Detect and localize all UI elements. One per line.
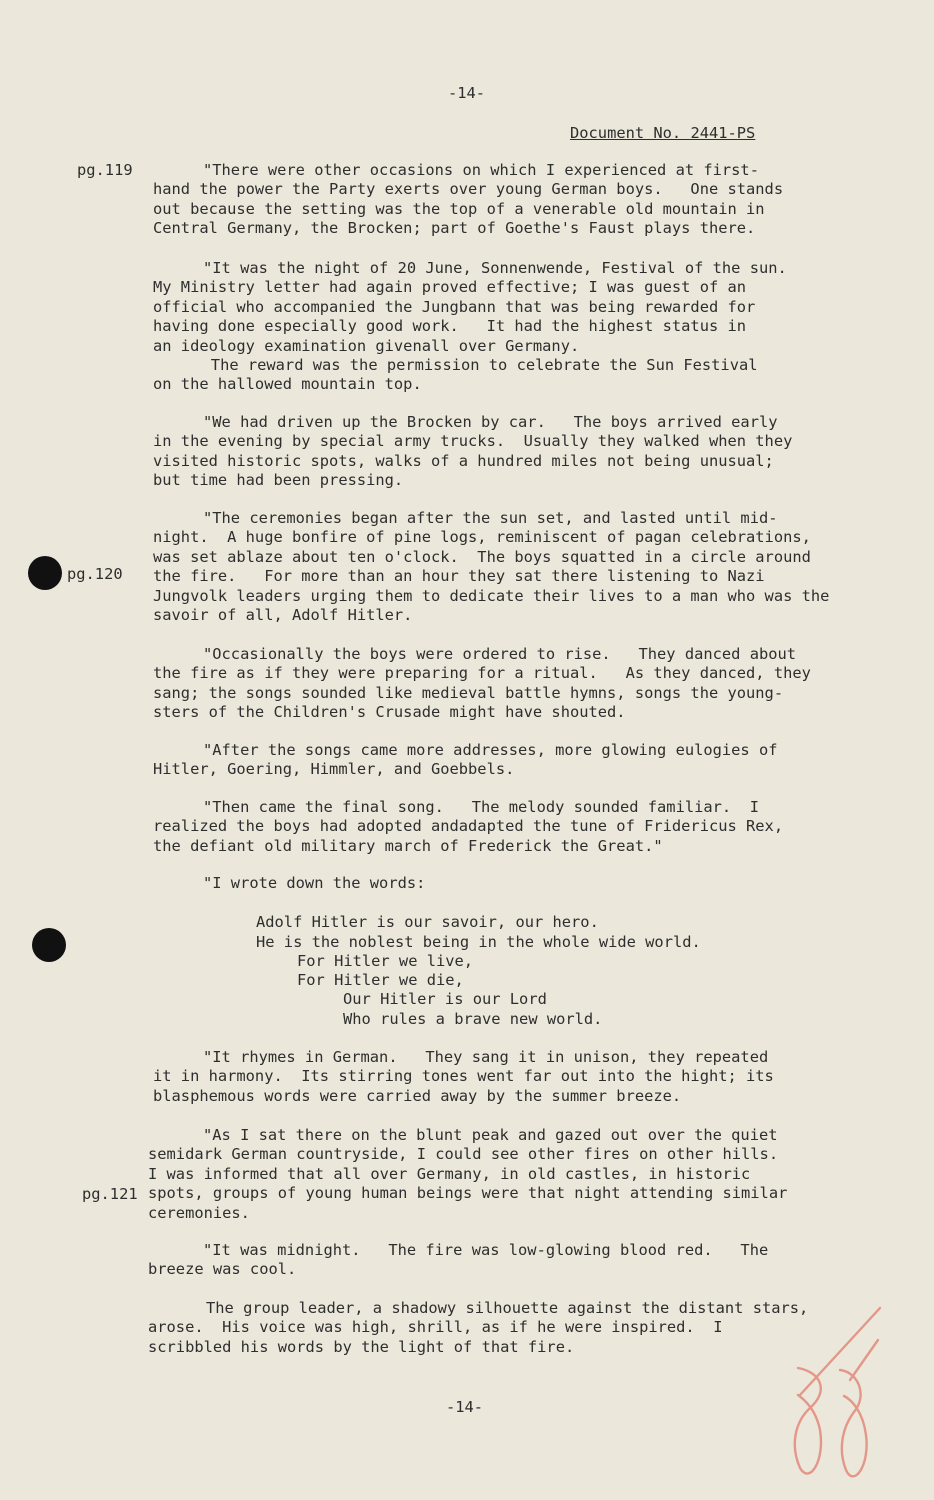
margin-note-pg121: pg.121 (82, 1185, 138, 1203)
text-line: "After the songs came more addresses, more glowing eulogies of (203, 741, 778, 759)
text-line: "We had driven up the Brocken by car. The boys arrived early (203, 413, 778, 431)
text-line: out because the setting was the top of a venerable old mountain in (153, 199, 765, 218)
paragraph-6 (153, 741, 843, 780)
text-line: an ideology examination givenall over Germany. (153, 336, 580, 355)
paragraph-11 (148, 1241, 838, 1280)
text-line: the defiant old military march of Frederick the Great." (153, 836, 663, 855)
text-line: Hitler, Goering, Himmler, and Goebbels. (153, 760, 515, 779)
page-number-bottom: -14- (446, 1398, 484, 1416)
text-line: savoir of all, Adolf Hitler. (153, 606, 413, 625)
paragraph-12 (148, 1299, 838, 1357)
text-line: the fire. For more than an hour they sat there listening to Nazi (153, 567, 765, 586)
text-line: "The ceremonies began after the sun set, and lasted until mid- (203, 509, 778, 527)
paragraph-9 (153, 1048, 843, 1106)
text-line: was set ablaze about ten o'clock. The boys squatted in a circle around (153, 547, 811, 566)
text-line: blasphemous words were carried away by the summer breeze. (153, 1086, 682, 1105)
paragraph-5 (153, 645, 843, 723)
text-line: "It rhymes in German. They sang it in unison, they repeated (203, 1048, 769, 1066)
text-line: official who accompanied the Jungbann that was being rewarded for (153, 297, 756, 316)
punch-hole-top (28, 556, 62, 590)
paragraph-8 (153, 874, 843, 893)
page-number-top: -14- (448, 84, 486, 102)
text-line: visited historic spots, walks of a hundred miles not being unusual; (153, 451, 774, 470)
text-line: breeze was cool. (148, 1260, 297, 1279)
poem-line: For Hitler we die, (297, 971, 464, 989)
text-line: spots, groups of young human beings were that night attending similar (148, 1184, 788, 1203)
red-pencil-mark (770, 1300, 900, 1500)
document-number: Document No. 2441-PS (570, 124, 756, 142)
margin-note-pg120: pg.120 (67, 565, 123, 583)
text-line: "It was the night of 20 June, Sonnenwende, Festival of the sun. (203, 259, 787, 277)
text-line: the fire as if they were preparing for a ritual. As they danced, they (153, 664, 811, 683)
text-line: Jungvolk leaders urging them to dedicate their lives to a man who was the (153, 586, 830, 605)
poem-line: Adolf Hitler is our savoir, our hero. (256, 913, 599, 931)
text-line: "There were other occasions on which I experienced at first- (203, 161, 759, 179)
text-line: having done especially good work. It had the highest status in (153, 317, 747, 336)
text-line: sang; the songs sounded like medieval battle hymns, songs the young- (153, 683, 784, 702)
text-line: realized the boys had adopted andadapted the tune of Fridericus Rex, (153, 817, 784, 836)
text-line: "Then came the final song. The melody sounded familiar. I (203, 798, 759, 816)
text-line: on the hallowed mountain top. (153, 375, 422, 394)
text-line: arose. His voice was high, shrill, as if he were inspired. I (148, 1318, 723, 1337)
poem-line: Our Hitler is our Lord (343, 990, 547, 1008)
paragraph-2 (153, 259, 843, 395)
paragraph-4 (153, 509, 843, 625)
text-line: scribbled his words by the light of that fire. (148, 1337, 575, 1356)
text-line: I was informed that all over Germany, in old castles, in historic (148, 1164, 751, 1183)
text-line: "Occasionally the boys were ordered to rise. They danced about (203, 645, 797, 663)
paragraph-3 (153, 413, 843, 491)
text-line: hand the power the Party exerts over young German boys. One stands (153, 180, 784, 199)
paragraph-1 (153, 161, 843, 239)
text-line: but time had been pressing. (153, 471, 404, 490)
text-line: it in harmony. Its stirring tones went far out into the hight; its (153, 1067, 774, 1086)
text-line: in the evening by special army trucks. Usually they walked when they (153, 432, 793, 451)
text-line: "It was midnight. The fire was low-glowing blood red. The (203, 1241, 769, 1259)
text-line: sters of the Children's Crusade might have shouted. (153, 703, 626, 722)
text-line: "As I sat there on the blunt peak and gazed out over the quiet (203, 1126, 778, 1144)
punch-hole-bottom (32, 928, 66, 962)
text-line: "I wrote down the words: (203, 874, 426, 892)
text-line: ceremonies. (148, 1203, 250, 1222)
poem-line: He is the noblest being in the whole wide world. (256, 933, 701, 951)
text-line: Central Germany, the Brocken; part of Goethe's Faust plays there. (153, 219, 756, 238)
text-line: The group leader, a shadowy silhouette against the distant stars, (206, 1299, 809, 1317)
text-line: My Ministry letter had again proved effective; I was guest of an (153, 278, 747, 297)
poem-line: For Hitler we live, (297, 952, 474, 970)
poem-line: Who rules a brave new world. (343, 1010, 603, 1028)
text-line: The reward was the permission to celebrate the Sun Festival (183, 356, 758, 375)
paragraph-7 (153, 798, 843, 856)
margin-note-pg119: pg.119 (77, 161, 133, 179)
paragraph-10 (148, 1126, 838, 1223)
text-line: semidark German countryside, I could see other fires on other hills. (148, 1145, 779, 1164)
text-line: night. A huge bonfire of pine logs, reminiscent of pagan celebrations, (153, 528, 811, 547)
